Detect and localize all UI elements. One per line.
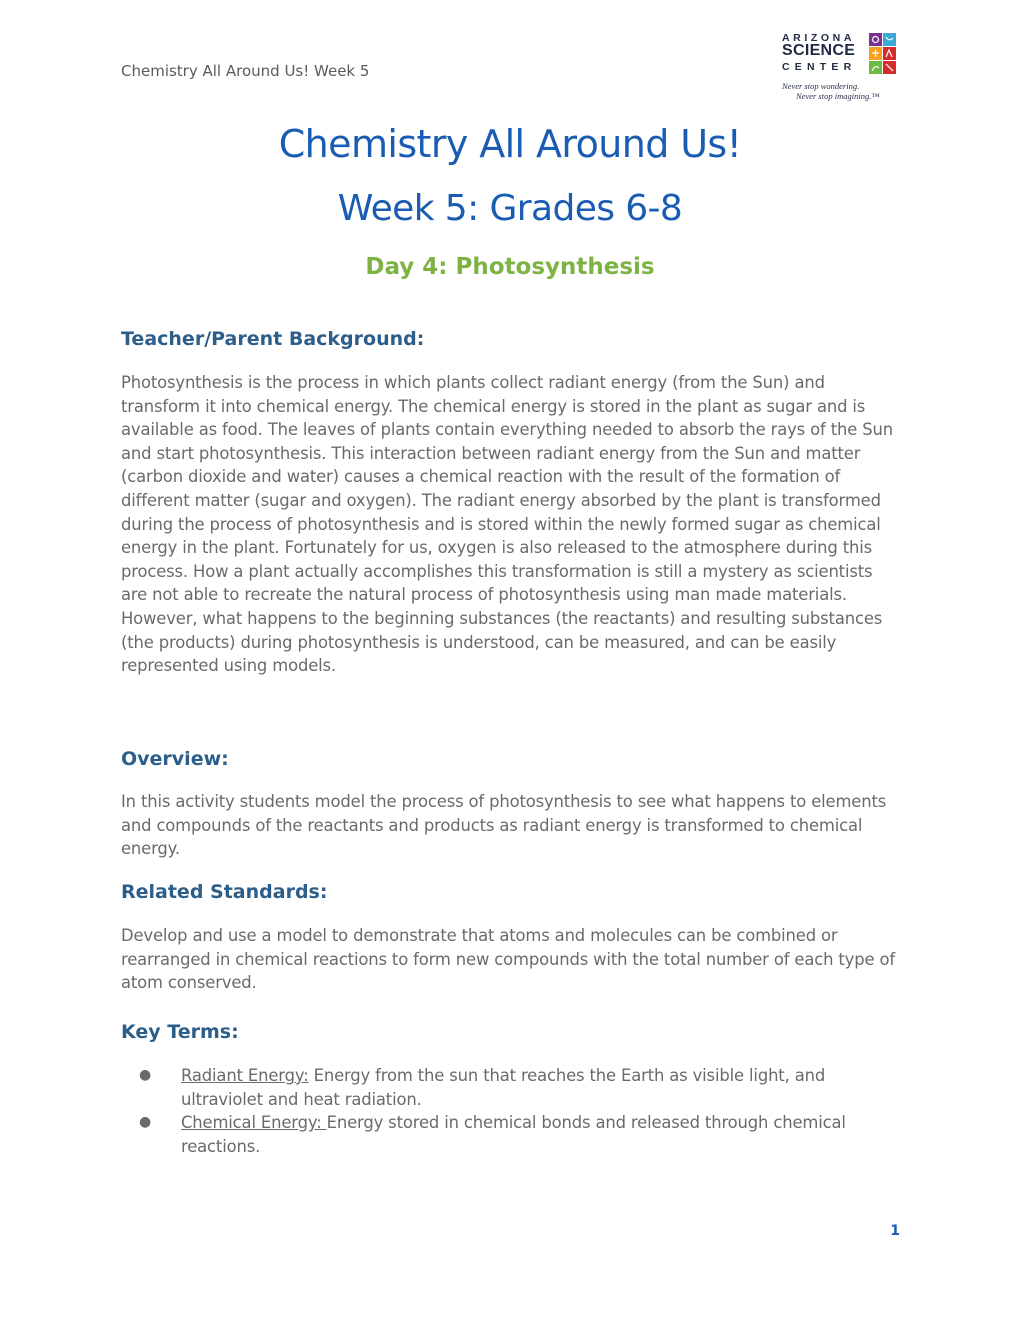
bullet-icon: ●	[139, 1114, 152, 1131]
logo-line-1: ARIZONA	[782, 32, 856, 44]
arizona-science-center-logo	[782, 31, 906, 101]
key-terms-list	[139, 1064, 909, 1158]
key-terms-heading: Key Terms:	[121, 1021, 239, 1043]
list-item	[139, 1111, 909, 1158]
key-term-definition: Energy stored in chemical bonds and released through chemical reactions.	[181, 1113, 846, 1156]
key-term-definition: Energy from the sun that reaches the Earth as visible light, and ultraviolet and heat radiation.	[181, 1066, 826, 1109]
background-heading: Teacher/Parent Background:	[121, 328, 425, 350]
overview-heading: Overview:	[121, 748, 229, 770]
list-item	[139, 1064, 909, 1111]
bullet-icon: ●	[139, 1067, 152, 1083]
overview-text: In this activity students model the process of photosynthesis to see what happens to elements and compounds of the reactants and products as radiant energy is transformed to chemical energy.	[121, 792, 887, 859]
logo-line-2: SCIENCE	[782, 42, 856, 59]
page-subtitle: Day 4: Photosynthesis	[365, 254, 655, 280]
key-term: Chemical Energy:	[181, 1113, 327, 1133]
logo-line-3: CENTER	[782, 61, 857, 73]
key-term: Radiant Energy:	[181, 1066, 309, 1085]
page-title-week: Week 5: Grades 6-8	[337, 188, 683, 229]
standards-text: Develop and use a model to demonstrate that atoms and molecules can be combined or rearranged in chemical reactions to form new compounds with the total number of each type of atom conserved.	[121, 926, 895, 993]
running-header: Chemistry All Around Us! Week 5	[121, 62, 370, 80]
logo-tagline-1: Never stop wondering.	[782, 81, 860, 91]
standards-heading: Related Standards:	[121, 881, 328, 903]
logo-tagline-2: Never stop imagining.™	[796, 91, 880, 101]
page-number: 1	[890, 1223, 900, 1239]
logo-mark-icon	[869, 33, 897, 75]
page-title: Chemistry All Around Us!	[278, 122, 742, 166]
background-text: Photosynthesis is the process in which plants collect radiant energy (from the Sun) and transform it into chemical energy. The chemical energy is stored in the plant as sugar and is available as food. The leaves of plants contain everything needed to absorb the rays of the Sun and start photosynthesis. This interaction between radiant energy from the Sun and matter (carbon dioxide and water) causes a chemical reaction with the result of the formation of different matter (sugar and oxygen). The radiant energy absorbed by the plant is transformed during the process of photosynthesis and is stored within the newly formed sugar as chemical energy in the plant. Fortunately for us, oxygen is also released to the atmosphere during this process. How a plant actually accomplishes this transformation is still a mystery as scientists are not able to recreate the natural process of photosynthesis using man made materials. However, what happens to the beginning substances (the reactants) and resulting substances (the products) during photosynthesis is understood, can be measured, and can be easily represented using models.	[121, 373, 893, 676]
